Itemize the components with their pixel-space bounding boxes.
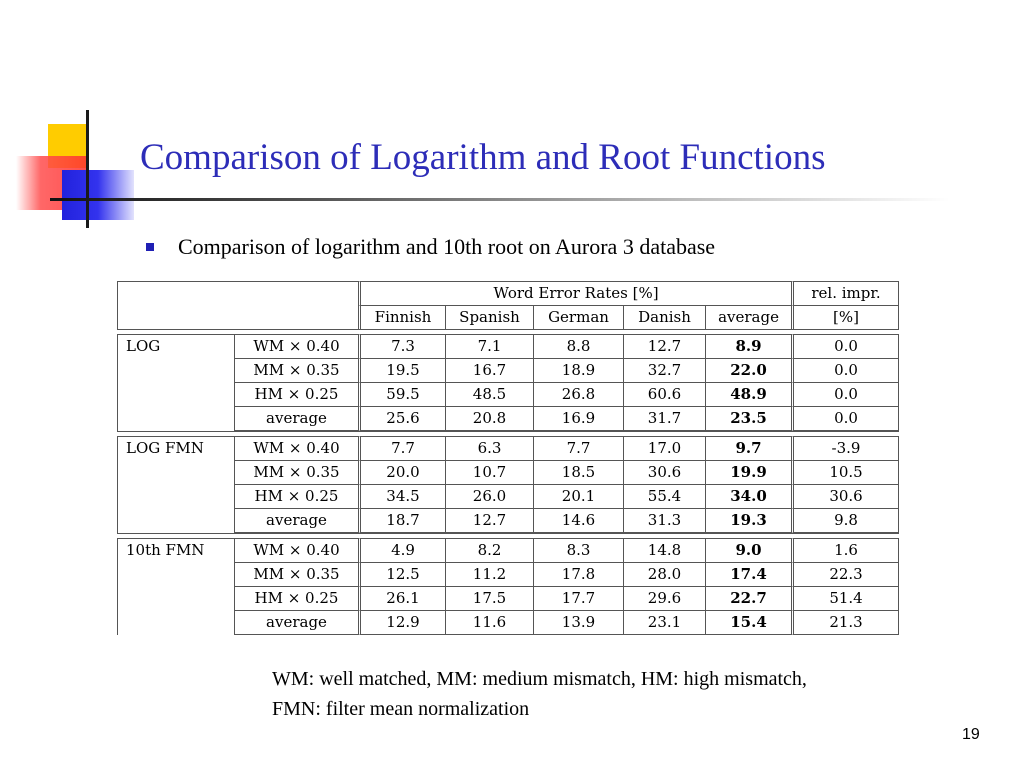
value-cell: 10.7 <box>445 460 533 484</box>
condition-cell: average <box>234 406 358 431</box>
average-value-cell: 9.0 <box>705 538 791 562</box>
value-cell: 7.1 <box>445 334 533 358</box>
condition-cell: MM × 0.35 <box>234 460 358 484</box>
header-empty-cell <box>117 281 358 329</box>
value-cell: 23.1 <box>623 610 705 635</box>
average-value-cell: 9.7 <box>705 436 791 460</box>
average-value-cell: 34.0 <box>705 484 791 508</box>
average-value-cell: 8.9 <box>705 334 791 358</box>
condition-cell: HM × 0.25 <box>234 586 358 610</box>
wer-table <box>117 281 899 635</box>
table-row <box>117 562 899 586</box>
condition-cell: average <box>234 508 358 533</box>
value-cell: 55.4 <box>623 484 705 508</box>
table-row <box>117 508 899 533</box>
table-row <box>117 334 899 358</box>
value-cell: 17.5 <box>445 586 533 610</box>
group-label: 10th FMN <box>117 538 234 635</box>
average-value-cell: 17.4 <box>705 562 791 586</box>
value-cell: 19.5 <box>358 358 445 382</box>
rel-impr-cell: 0.0 <box>791 382 899 406</box>
header-word-error-rates: Word Error Rates [%] <box>358 281 791 305</box>
page-number: 19 <box>962 726 980 743</box>
rel-impr-cell: 1.6 <box>791 538 899 562</box>
column-header-average: average <box>705 305 791 329</box>
value-cell: 12.5 <box>358 562 445 586</box>
value-cell: 7.7 <box>533 436 623 460</box>
group-label: LOG <box>117 334 234 431</box>
value-cell: 8.8 <box>533 334 623 358</box>
column-header-spanish: Spanish <box>445 305 533 329</box>
value-cell: 48.5 <box>445 382 533 406</box>
value-cell: 30.6 <box>623 460 705 484</box>
header-rel-impr-unit: [%] <box>791 305 899 329</box>
value-cell: 12.9 <box>358 610 445 635</box>
value-cell: 16.9 <box>533 406 623 431</box>
value-cell: 13.9 <box>533 610 623 635</box>
value-cell: 18.5 <box>533 460 623 484</box>
slide-title: Comparison of Logarithm and Root Functions <box>140 137 826 178</box>
average-value-cell: 23.5 <box>705 406 791 431</box>
value-cell: 8.2 <box>445 538 533 562</box>
value-cell: 20.8 <box>445 406 533 431</box>
value-cell: 7.3 <box>358 334 445 358</box>
value-cell: 32.7 <box>623 358 705 382</box>
average-value-cell: 15.4 <box>705 610 791 635</box>
value-cell: 31.7 <box>623 406 705 431</box>
value-cell: 60.6 <box>623 382 705 406</box>
footnote: WM: well matched, MM: medium mismatch, HM: high mismatch, FMN: filter mean normalization <box>272 668 807 720</box>
value-cell: 34.5 <box>358 484 445 508</box>
condition-cell: WM × 0.40 <box>234 436 358 460</box>
value-cell: 31.3 <box>623 508 705 533</box>
value-cell: 17.7 <box>533 586 623 610</box>
value-cell: 25.6 <box>358 406 445 431</box>
value-cell: 26.8 <box>533 382 623 406</box>
column-header-danish: Danish <box>623 305 705 329</box>
rel-impr-cell: 30.6 <box>791 484 899 508</box>
value-cell: 17.8 <box>533 562 623 586</box>
value-cell: 26.1 <box>358 586 445 610</box>
table-row <box>117 586 899 610</box>
table-row <box>117 484 899 508</box>
value-cell: 28.0 <box>623 562 705 586</box>
table-row <box>117 382 899 406</box>
slide-logo-decoration <box>0 0 140 240</box>
bullet-item <box>146 234 715 260</box>
column-header-german: German <box>533 305 623 329</box>
rel-impr-cell: 0.0 <box>791 358 899 382</box>
bullet-square-icon <box>146 243 154 251</box>
average-value-cell: 22.7 <box>705 586 791 610</box>
logo-vertical-line <box>86 110 89 228</box>
value-cell: 14.8 <box>623 538 705 562</box>
table-row <box>117 406 899 431</box>
value-cell: 18.7 <box>358 508 445 533</box>
value-cell: 11.2 <box>445 562 533 586</box>
table-row <box>117 436 899 460</box>
table-row <box>117 460 899 484</box>
value-cell: 18.9 <box>533 358 623 382</box>
table-row <box>117 610 899 635</box>
column-header-finnish: Finnish <box>358 305 445 329</box>
value-cell: 29.6 <box>623 586 705 610</box>
value-cell: 4.9 <box>358 538 445 562</box>
value-cell: 26.0 <box>445 484 533 508</box>
value-cell: 16.7 <box>445 358 533 382</box>
header-row-top <box>117 281 899 305</box>
value-cell: 11.6 <box>445 610 533 635</box>
rel-impr-cell: 10.5 <box>791 460 899 484</box>
rel-impr-cell: 51.4 <box>791 586 899 610</box>
value-cell: 20.0 <box>358 460 445 484</box>
bullet-text: Comparison of logarithm and 10th root on Aurora 3 database <box>178 234 716 259</box>
rel-impr-cell: 0.0 <box>791 406 899 431</box>
rel-impr-cell: -3.9 <box>791 436 899 460</box>
rel-impr-cell: 22.3 <box>791 562 899 586</box>
average-value-cell: 22.0 <box>705 358 791 382</box>
value-cell: 12.7 <box>445 508 533 533</box>
rel-impr-cell: 21.3 <box>791 610 899 635</box>
value-cell: 59.5 <box>358 382 445 406</box>
wer-table-container <box>117 281 899 635</box>
average-value-cell: 48.9 <box>705 382 791 406</box>
value-cell: 8.3 <box>533 538 623 562</box>
title-underline <box>50 198 950 201</box>
value-cell: 20.1 <box>533 484 623 508</box>
value-cell: 17.0 <box>623 436 705 460</box>
average-value-cell: 19.3 <box>705 508 791 533</box>
header-rel-impr: rel. impr. <box>791 281 899 305</box>
condition-cell: MM × 0.35 <box>234 562 358 586</box>
logo-blue-square <box>62 170 134 220</box>
rel-impr-cell: 9.8 <box>791 508 899 533</box>
condition-cell: WM × 0.40 <box>234 334 358 358</box>
condition-cell: MM × 0.35 <box>234 358 358 382</box>
value-cell: 12.7 <box>623 334 705 358</box>
condition-cell: HM × 0.25 <box>234 484 358 508</box>
value-cell: 6.3 <box>445 436 533 460</box>
table-row <box>117 538 899 562</box>
condition-cell: average <box>234 610 358 635</box>
condition-cell: WM × 0.40 <box>234 538 358 562</box>
group-label: LOG FMN <box>117 436 234 533</box>
average-value-cell: 19.9 <box>705 460 791 484</box>
rel-impr-cell: 0.0 <box>791 334 899 358</box>
value-cell: 14.6 <box>533 508 623 533</box>
table-row <box>117 358 899 382</box>
condition-cell: HM × 0.25 <box>234 382 358 406</box>
value-cell: 7.7 <box>358 436 445 460</box>
